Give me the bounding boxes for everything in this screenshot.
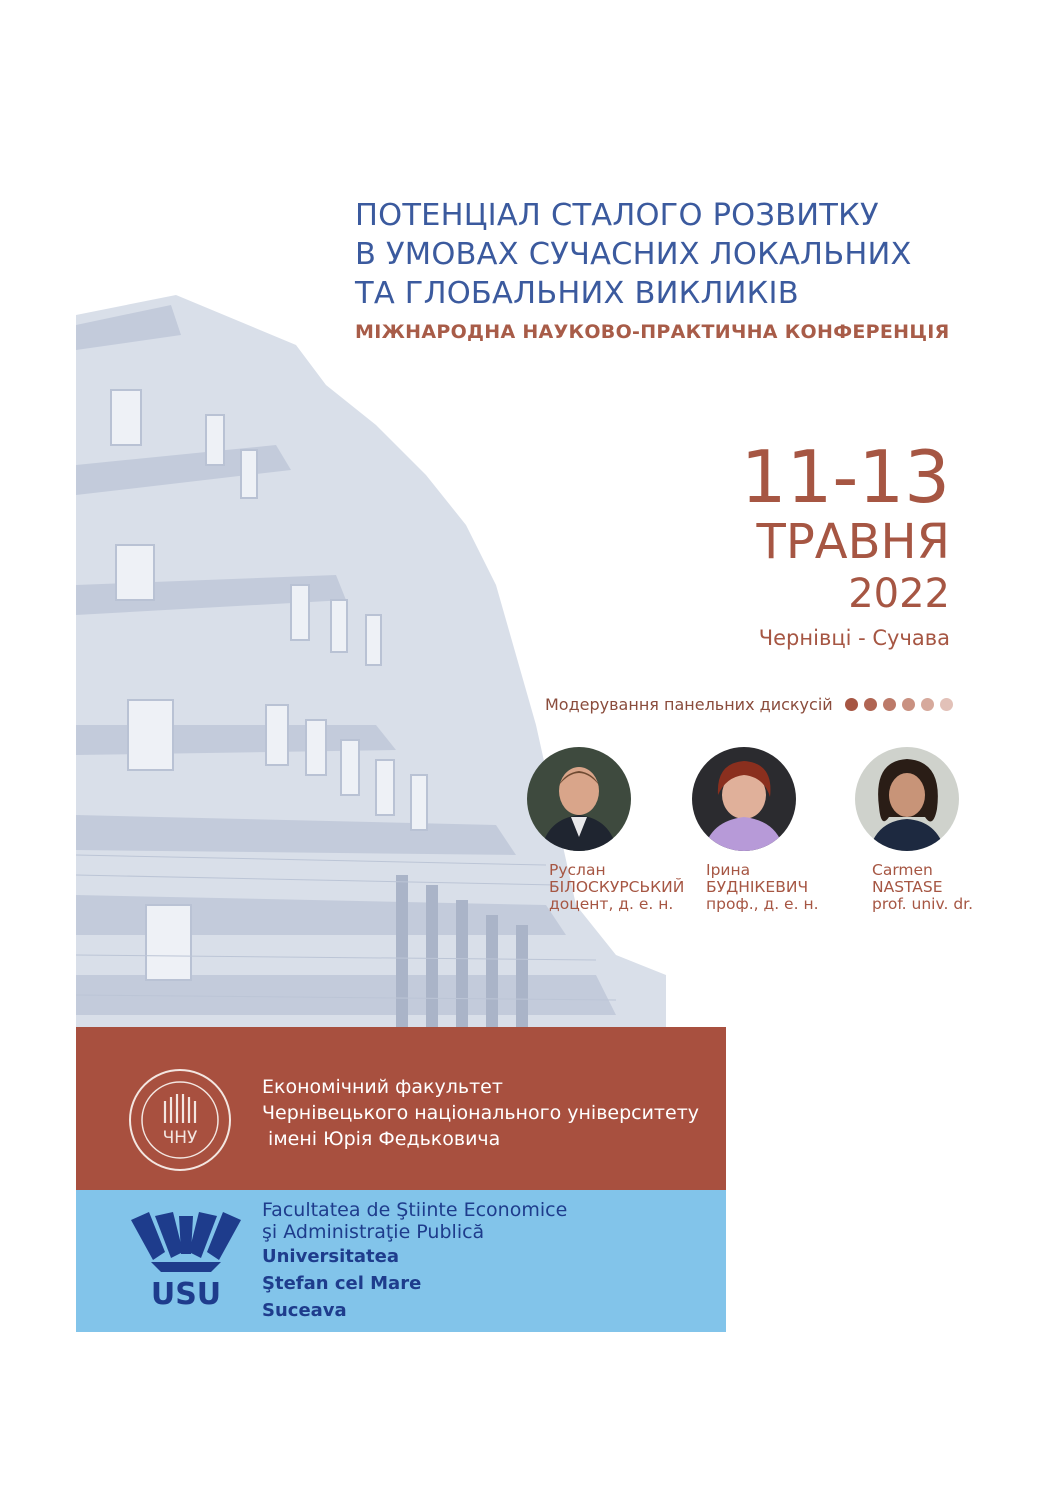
chnu-line: Чернівецького національного університету	[262, 1102, 699, 1124]
event-date-block	[740, 435, 950, 654]
speaker-last-name: NASTASE	[872, 878, 943, 896]
dot-icon	[921, 698, 934, 711]
speaker-caption	[549, 862, 684, 913]
speaker-photo	[527, 747, 631, 851]
speaker-caption	[872, 862, 973, 913]
speaker-photo	[692, 747, 796, 851]
speaker-degree: prof. univ. dr.	[872, 895, 974, 913]
dot-icon	[883, 698, 896, 711]
usu-university-line: Ştefan cel Mare	[262, 1273, 422, 1294]
conference-title-line: ТА ГЛОБАЛЬНИХ ВИКЛИКІВ	[355, 276, 799, 311]
conference-title-line: В УМОВАХ СУЧАСНИХ ЛОКАЛЬНИХ	[355, 237, 912, 272]
event-cities: Чернівці - Сучава	[758, 626, 950, 650]
chnu-banner	[76, 1027, 726, 1190]
chnu-logo	[125, 1065, 235, 1175]
chnu-line: Економічний факультет	[262, 1076, 503, 1098]
dot-icon	[902, 698, 915, 711]
usu-university-line: Universitatea	[262, 1246, 400, 1267]
usu-banner	[76, 1190, 726, 1332]
conference-subtitle: МІЖНАРОДНА НАУКОВО-ПРАКТИЧНА КОНФЕРЕНЦІЯ	[355, 321, 950, 343]
speaker-card	[692, 747, 819, 913]
speaker-card	[855, 747, 974, 913]
moderation-label: Модерування панельних дискусій	[545, 695, 833, 714]
chnu-logo-text: ЧНУ	[162, 1128, 198, 1148]
speaker-first-name: Руслан	[549, 861, 606, 879]
usu-faculty-line: Facultatea de Ştiinte Economice	[262, 1199, 568, 1221]
dot-icon	[845, 698, 858, 711]
speaker-caption	[706, 862, 819, 913]
chnu-faculty-text	[262, 1074, 699, 1152]
speaker-last-name: БУДНІКЕВИЧ	[706, 878, 809, 896]
conference-title-line: ПОТЕНЦІАЛ СТАЛОГО РОЗВИТКУ	[355, 198, 879, 233]
usu-university-line: Suceava	[262, 1300, 347, 1321]
dot-icon	[864, 698, 877, 711]
event-year: 2022	[848, 571, 950, 617]
building-illustration	[76, 255, 666, 1030]
conference-title-block	[355, 196, 1015, 343]
dot-icon	[940, 698, 953, 711]
speaker-card	[527, 747, 685, 913]
event-month: ТРАВНЯ	[756, 514, 950, 570]
event-dates: 11-13	[740, 435, 950, 519]
speaker-degree: проф., д. е. н.	[706, 895, 819, 913]
speaker-photo	[855, 747, 959, 851]
speaker-last-name: БІЛОСКУРСЬКИЙ	[549, 878, 685, 896]
decorative-dots	[845, 698, 959, 711]
chnu-line: імені Юрія Федьковича	[262, 1128, 501, 1150]
speaker-degree: доцент, д. е. н.	[549, 895, 674, 913]
moderation-heading	[545, 695, 959, 714]
speaker-first-name: Ірина	[706, 861, 751, 879]
usu-faculty-line: şi Administraţie Publică	[262, 1221, 485, 1243]
usu-logo-text: USU	[150, 1277, 222, 1307]
speaker-first-name: Carmen	[872, 861, 933, 879]
usu-logo	[131, 1212, 241, 1307]
usu-faculty-text	[262, 1199, 567, 1324]
